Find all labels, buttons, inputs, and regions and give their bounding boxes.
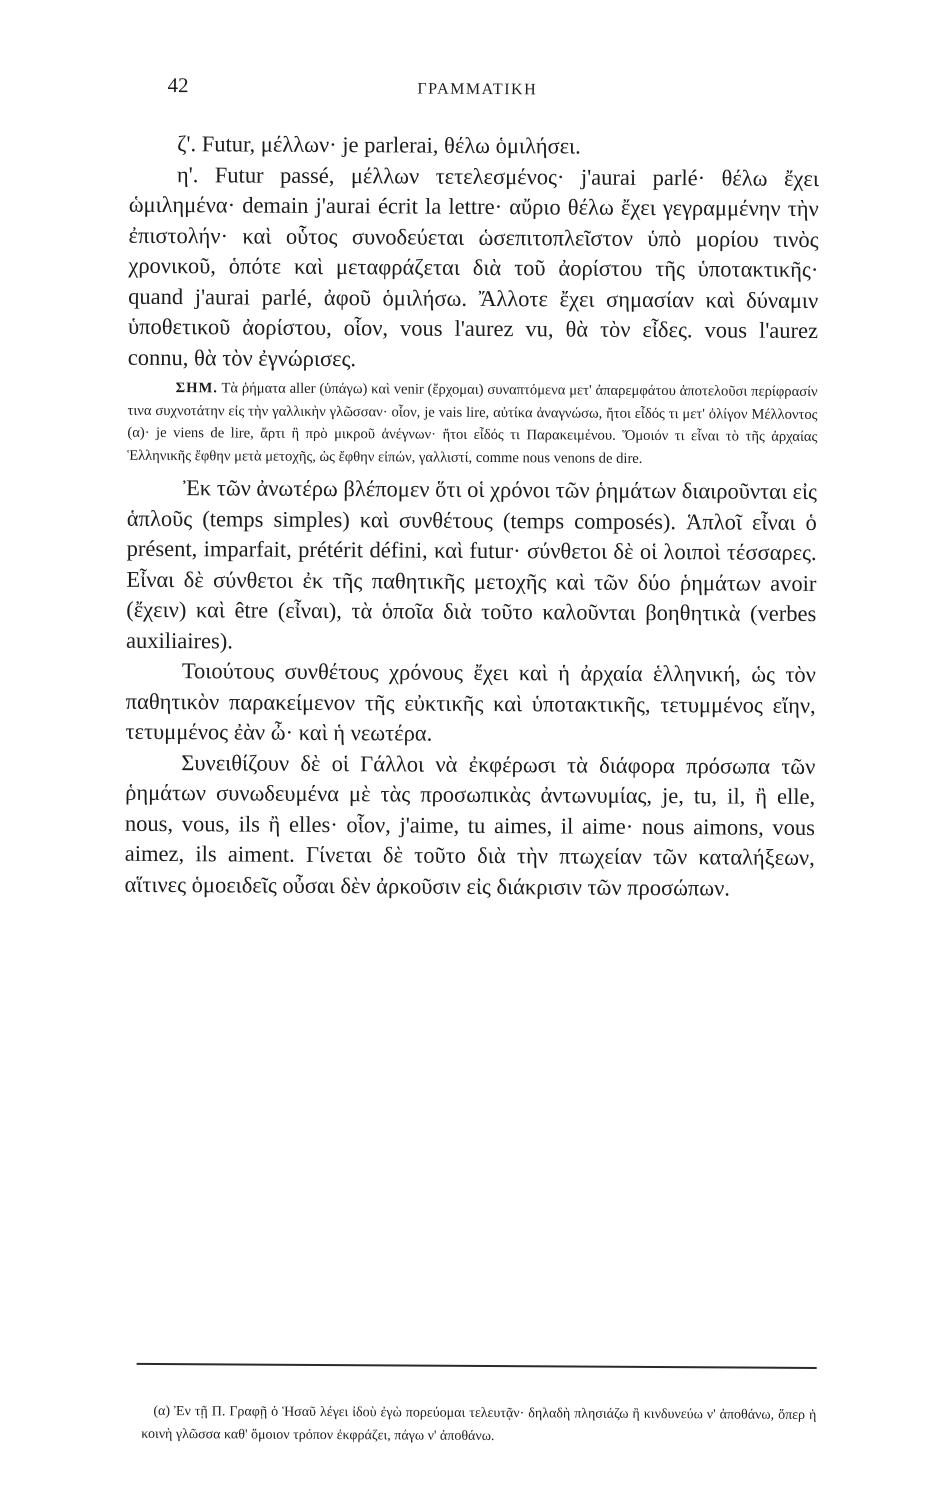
running-title: ΓΡΑΜΜΑΤΙΚΗ bbox=[417, 80, 538, 99]
paragraph-futur-passe: η'. Futur passé, μέλλων τετελεσμένος· j'aurai parlé· θέλω ἔχει ὡμιλημένα· demain j'aurai écrit la lettre· αὔριο θέλω ἔχει γεγραμμένην τὴν ἐπιστολήν· καὶ οὗτος συνοδεύεται ὡσεπιτοπλεῖστον ὑπὸ μορίου τινὸς χρονικοῦ, ὁπότε καὶ μεταφράζεται διὰ τοῦ ἀορίστου τῆς ὑποτακτικῆς· quand j'aurai parlé, ἀφοῦ ὁμιλήσω. Ἄλλοτε ἔχει σημασίαν καὶ δύναμιν ὑποθετικοῦ ἀορίστου, οἷον, vous l'aurez vu, θὰ τὸν εἶδες. vous l'aurez connu, θὰ τὸν ἐγνώρισες. bbox=[127, 161, 820, 371]
paragraph-pronouns: Συνειθίζουν δὲ οἱ Γάλλοι νὰ ἐκφέρωσι τὰ διάφορα πρόσωπα τῶν ῥημάτων συνωδευμένα μὲ τὰς προσωπικὰς ἀντωνυμίας, je, tu, il, ἢ elle, nous, vous, ils ἢ elles· οἷον, j'aime, tu aimes, il aime· nous aimons, vous aimez, ils aiment. Γίνεται δὲ τοῦτο διὰ τὴν πτωχείαν τῶν καταλήξεων, αἵτινες ὁμοειδεῖς οὖσαι δὲν ἀρκοῦσιν εἰς διάκρισιν τῶν προσώπων. bbox=[124, 749, 816, 900]
page-number: 42 bbox=[167, 73, 189, 98]
footnote: (α) Ἐν τῇ Π. Γραφῇ ὁ Ἡσαῦ λέγει ἰδοὺ ἐγὼ πορεύομαι τελευτᾷν· δηλαδὴ πλησιάζω ἢ κινδυνεύω ν' ἀποθάνω, ὅπερ ἡ κοινὴ γλῶσσα καθ' ὅμοιον τρόπον ἐκφράζει, πάγω ν' ἀποθάνω. bbox=[141, 1403, 817, 1445]
paragraph-ancient-greek: Τοιούτους συνθέτους χρόνους ἔχει καὶ ἡ ἀρχαία ἑλληνική, ὡς τὸν παθητικὸν παρακείμενον τῆς εὐκτικῆς καὶ ὑποτακτικῆς, τετυμμένος εἴην, τετυμμένος ἐὰν ὦ· καὶ ἡ νεωτέρα. bbox=[125, 658, 816, 746]
page-header bbox=[167, 71, 827, 115]
note-text: Τὰ ῥήματα aller (ὑπάγω) καὶ venir (ἔρχομαι) συναπτόμενα μετ' ἀπαρεμφάτου ἀποτελοῦσι περίφρασίν τινα συχνοτάτην εἰς τὴν γαλλικὴν γλῶσσαν· οἷον, je vais lire, αὐτίκα ἀναγνώσω, ἤτοι εἶδός τι μετ' ὀλίγον Μέλλοντος (α)· je viens de lire, ἄρτι ἢ πρὸ μικροῦ ἀνέγνων· ἤτοι εἶδός τι Παρακειμένου. Ὅμοιόν τι εἶναι τὸ τῆς ἀρχαίας Ἑλληνικῆς ἔφθην μετὰ μετοχῆς, ὡς ἔφθην εἰπών, γαλλιστί, comme nous venons de dire. bbox=[127, 380, 818, 467]
main-text bbox=[125, 129, 820, 904]
note-block bbox=[127, 377, 818, 471]
paragraph-simple-composed: Ἐκ τῶν ἀνωτέρω βλέπομεν ὅτι οἱ χρόνοι τῶν ῥημάτων διαιροῦνται εἰς ἁπλοῦς (temps simples) καὶ συνθέτους (temps composés). Ἁπλοῖ εἶναι ὁ présent, imparfait, prétérit défini, καὶ futur· σύνθετοι δὲ οἱ λοιποὶ τέσσαρες. Εἶναι δὲ σύνθετοι ἐκ τῆς παθητικῆς μετοχῆς καὶ τῶν δύο ῥημάτων avoir (ἔχειν) καὶ être (εἶναι), τὰ ὁποῖα διὰ τοῦτο καλοῦνται βοηθητικὰ (verbes auxiliaires). bbox=[126, 475, 818, 653]
note-label: ΣΗΜ. bbox=[175, 380, 219, 397]
paragraph-futur: ζ'. Futur, μέλλων· je parlerai, θέλω ὁμιλήσει. bbox=[177, 131, 581, 159]
footnote-rule bbox=[137, 1363, 817, 1369]
